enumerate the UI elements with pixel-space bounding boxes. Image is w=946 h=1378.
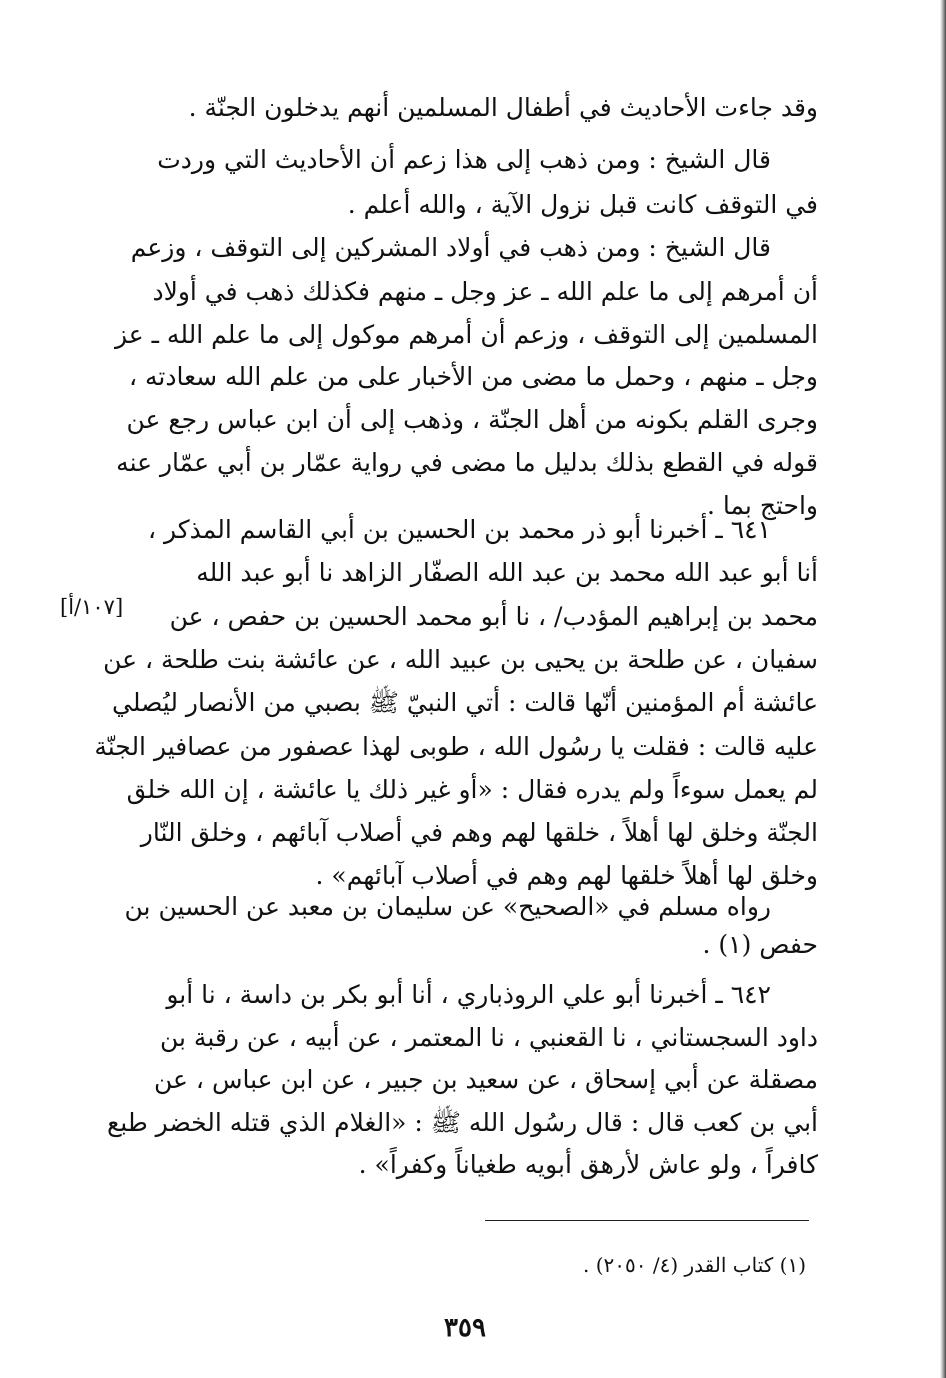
text-line: عليه قالت : فقلت يا رسُول الله ، طوبى لهذا عصفور من عصافير الجنّة xyxy=(94,732,818,761)
text-line: كافراً ، ولو عاش لأرهق أبويه طغياناً وكفراً» . xyxy=(358,1150,818,1179)
text-line: وجل ـ منهم ، وحمل ما مضى من الأخبار على من علم الله سعادته ، xyxy=(128,362,818,391)
text-line: مصقلة عن أبي إسحاق ، عن سعيد بن جبير ، عن ابن عباس ، عن xyxy=(154,1065,818,1094)
text-line: قوله في القطع بذلك بدليل ما مضى في رواية عمّار بن أبي عمّار عنه xyxy=(116,448,818,477)
hadith-641-heading: ٦٤١ ـ أخبرنا أبو ذر محمد بن الحسين بن أبي القاسم المذكر ، xyxy=(147,515,771,544)
text-line: وخلق لها أهلاً خلقها لهم وهم في أصلاب آبائهم» . xyxy=(315,861,818,890)
text-line: أبي بن كعب قال : قال رسُول الله ﷺ : «الغلام الذي قتله الخضر طبع xyxy=(106,1108,818,1137)
text-line: وجرى القلم بكونه من أهل الجنّة ، وذهب إلى أن ابن عباس رجع عن xyxy=(126,405,818,434)
text-line: وقد جاءت الأحاديث في أطفال المسلمين أنهم يدخلون الجنّة . xyxy=(188,93,818,122)
manuscript-folio-marker: [١٠٧/أ] xyxy=(60,595,124,619)
footnote: (١) كتاب القدر (٤/ ٢٠٥٠) . xyxy=(582,1253,806,1277)
text-line: الجنّة وخلق لها أهلاً ، خلقها لهم وهم في أصلاب آبائهم ، وخلق النّار xyxy=(140,818,818,847)
text-line: أنا أبو عبد الله محمد بن عبد الله الصفّار الزاهد نا أبو عبد الله xyxy=(196,558,818,587)
text-line: قال الشيخ : ومن ذهب إلى هذا زعم أن الأحاديث التي وردت xyxy=(157,145,771,174)
text-line: في التوقف كانت قبل نزول الآية ، والله أعلم . xyxy=(347,190,818,219)
text-line: أن أمرهم إلى ما علم الله ـ عز وجل ـ منهم فكذلك ذهب في أولاد xyxy=(152,277,818,306)
text-line: رواه مسلم في «الصحيح» عن سليمان بن معبد عن الحسين بن xyxy=(124,892,771,921)
hadith-642-heading: ٦٤٢ ـ أخبرنا أبو علي الروذباري ، أنا أبو بكر بن داسة ، نا أبو xyxy=(166,980,771,1009)
text-line: داود السجستاني ، نا القعنبي ، نا المعتمر ، عن أبيه ، عن رقبة بن xyxy=(160,1023,818,1052)
page-edge-shadow xyxy=(940,0,946,1378)
text-line: عائشة أم المؤمنين أنّها قالت : أتي النبيّ ﷺ بصبي من الأنصار ليُصلي xyxy=(112,688,818,717)
text-line: سفيان ، عن طلحة بن يحيى بن عبيد الله ، عن عائشة بنت طلحة ، عن xyxy=(103,645,818,674)
text-line: قال الشيخ : ومن ذهب في أولاد المشركين إلى التوقف ، وزعم xyxy=(130,233,771,262)
text-line: المسلمين إلى التوقف ، وزعم أن أمرهم موكول إلى ما علم الله ـ عز xyxy=(114,320,818,349)
text-line: حفص (١) . xyxy=(702,930,818,959)
text-line: واحتج بما . xyxy=(706,491,818,520)
text-line: محمد بن إبراهيم المؤدب/ ، نا أبو محمد الحسين بن حفص ، عن xyxy=(169,602,818,631)
footnote-divider xyxy=(485,1220,809,1221)
text-line: لم يعمل سوءاً ولم يدره فقال : «أو غير ذلك يا عائشة ، إن الله خلق xyxy=(126,775,818,804)
page-number: ٣٥٩ xyxy=(444,1313,486,1343)
